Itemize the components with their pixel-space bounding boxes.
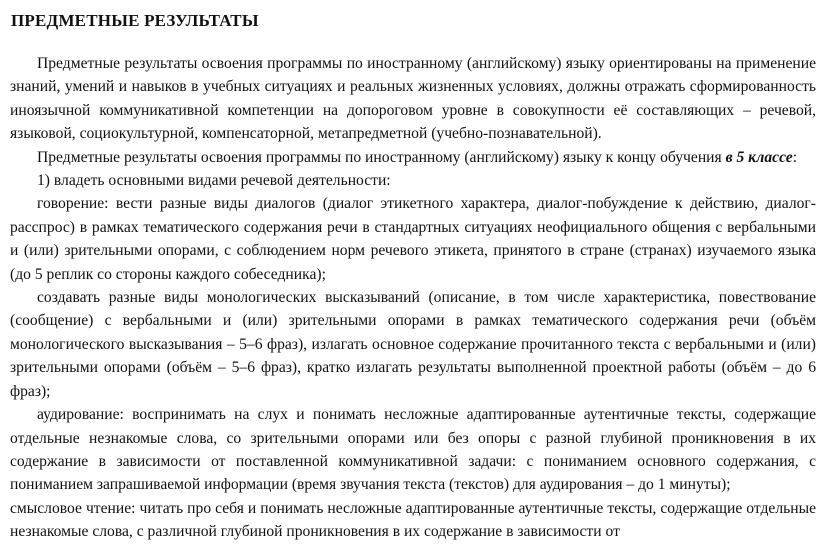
document-body — [10, 52, 816, 544]
grade-emphasis: в 5 классе — [725, 148, 793, 166]
paragraph-item-1: 1) владеть основными видами речевой деятельности: — [37, 172, 391, 190]
section-heading: ПРЕДМЕТНЫЕ РЕЗУЛЬТАТЫ — [11, 11, 259, 30]
paragraph-grade-results-end: : — [792, 148, 798, 166]
paragraph-speaking: говорение: вести разные виды диалогов (диалог этикетного характера, диалог-побуждение к действию, диалог-расспрос) в рамках тематического содержания речи в стандартных ситуациях неофициального общения с вербальными и (или) зрительными опорами, с соблюдением норм речевого этикета, принятого в стране (странах) изучаемого языка (до 5 реплик со стороны каждого собеседника); — [10, 195, 816, 283]
paragraph-grade-results-text: Предметные результаты освоения программы по иностранному (английскому) языку к концу обучения — [37, 148, 726, 166]
paragraph-monologue: создавать разные виды монологических высказываний (описание, в том числе характеристика, повествование (сообщение) с вербальными и (или) зрительными опорами в рамках тематического содержания речи (объём монологического высказывания – 5–6 фраз), излагать основное содержание прочитанного текста с вербальными и (или) зрительными опорами (объём – 5–6 фраз), кратко излагать результаты выполненной проектной работы (объём – до 6 фраз); — [10, 289, 816, 400]
paragraph-listening: аудирование: воспринимать на слух и понимать несложные адаптированные аутентичные тексты, содержащие отдельные незнакомые слова, со зрительными опорами или без опоры с разной глубиной проникновения в их содержание в зависимости от поставленной коммуникативной задачи: с пониманием основного содержания, с пониманием запрашиваемой информации (время звучания текста (текстов) для аудирования – до 1 минуты); — [10, 406, 816, 494]
paragraph-reading: смысловое чтение: читать про себя и понимать несложные адаптированные аутентичные тексты, содержащие отдельные незнакомые слова, с различной глубиной проникновения в их содержание в зависимости от — [10, 499, 816, 541]
paragraph-grade-results — [10, 146, 816, 169]
paragraph-intro: Предметные результаты освоения программы по иностранному (английскому) языку ориентированы на применение знаний, умений и навыков в учебных ситуациях и реальных жизненных условиях, должны отражать сформированность иноязычной коммуникативной компетенции на допороговом уровне в совокупности её составляющих – речевой, языковой, социокультурной, компенсаторной, метапредметной (учебно-познавательной). — [10, 55, 816, 143]
